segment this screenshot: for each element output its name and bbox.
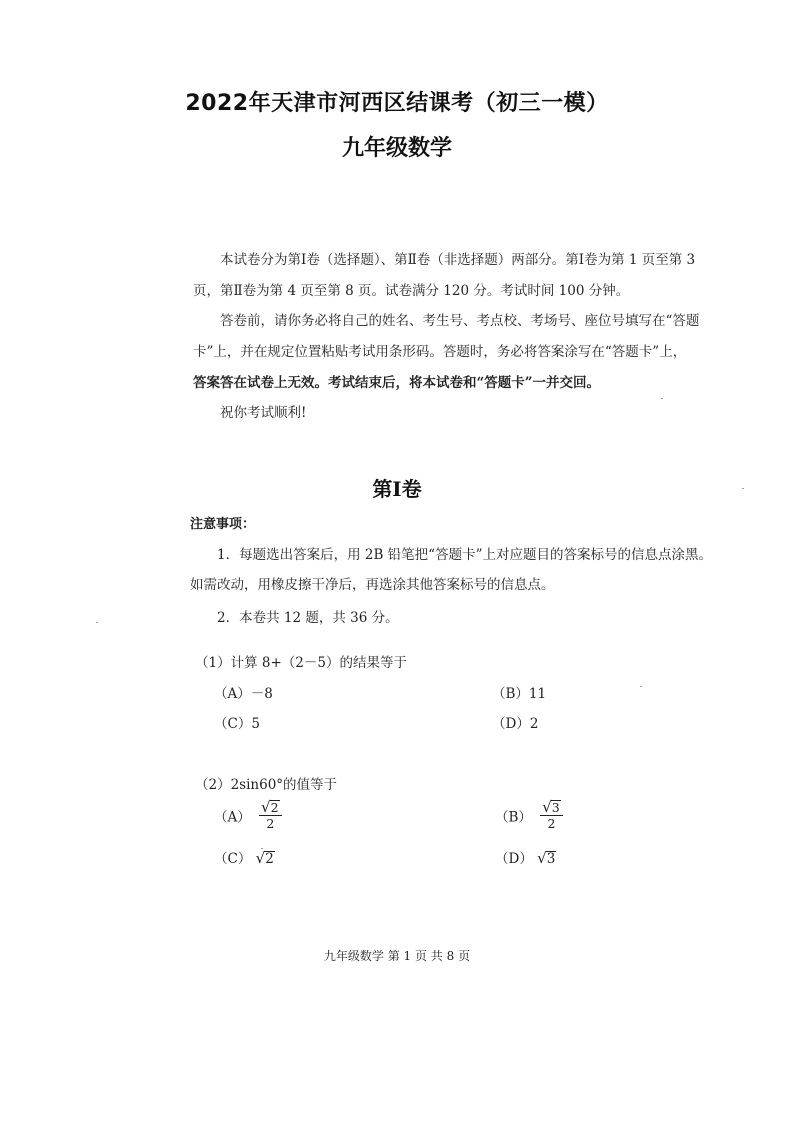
option-label: （B） [495,809,532,826]
scan-speck [661,398,663,399]
option-text: －8 [250,686,273,702]
radical-sign: √ [261,798,271,816]
square-root [256,851,275,866]
question-1-stem: （1）计算 8+（2－5）的结果等于 [195,655,407,671]
good-luck-line [193,398,713,429]
page-footer: 九年级数学 第 1 页 共 8 页 [323,949,471,963]
question-2-option-c [214,847,275,867]
notice-item-1 [190,540,723,600]
notice-item-2 [193,603,723,633]
radical-sign: √ [255,849,266,867]
fraction [540,800,563,831]
option-label: （A） [214,686,251,702]
question-2-stem: （2）2sin60°的值等于 [195,777,338,793]
denominator: 2 [266,816,275,831]
square-root [537,851,556,866]
radicand: 3 [546,851,556,867]
option-label: （A） [214,809,251,826]
instructions-line: 本试卷分为第Ⅰ卷（选择题）、第Ⅱ卷（非选择题）两部分。第Ⅰ卷为第 1 页至第 3 [220,252,696,268]
option-label: （C） [214,716,252,732]
scan-speck [96,622,98,623]
instructions-line: 卡”上，并在规定位置粘贴考试用条形码。答题时，务必将答案涂写在“答题卡”上， [193,344,687,360]
question-2-option-b [495,800,563,831]
question-2-option-d [495,847,556,867]
square-root [542,800,561,815]
radical-sign: √ [542,798,552,816]
fraction [259,800,282,831]
notice-line: 2．本卷共 12 题，共 36 分。 [217,610,399,626]
scan-speck [640,686,642,687]
notice-line: 1．每题选出答案后，用 2B 铅笔把“答题卡”上对应题目的答案标号的信息点涂黑。 [217,547,712,563]
option-text: 11 [528,686,547,702]
instructions-line: 页，第Ⅱ卷为第 4 页至第 8 页。试卷满分 120 分。考试时间 100 分钟。 [193,283,630,299]
radicand: 2 [270,800,279,815]
instructions-line: 答卷前，请你务必将自己的姓名、考生号、考点校、考场号、座位号填写在“答题 [220,313,700,329]
denominator: 2 [547,816,556,831]
question-1-option-b [492,682,546,702]
option-text: 5 [251,716,260,732]
option-label: （B） [492,686,529,702]
question-2-option-a [214,800,282,831]
option-text: 2 [529,716,539,732]
notice-line: 如需改动，用橡皮擦干净后，再选涂其他答案标号的信息点。 [190,577,555,593]
option-label: （D） [495,851,533,867]
exam-subtitle: 九年级数学 [341,136,452,161]
volume-title: 第Ⅰ卷 [372,477,422,501]
question-1-option-d [492,712,538,732]
question-1-option-c [214,712,260,732]
instructions-paragraph-2 [193,306,713,399]
good-luck-text: 祝你考试顺利! [220,405,307,421]
notice-heading: 注意事项： [190,517,256,532]
scan-speck [742,488,744,489]
exam-title: 2022年天津市河西区结课考（初三一模） [185,91,609,116]
instructions-line: 答案答在试卷上无效。考试结束后，将本试卷和“答题卡”一并交回。 [193,375,601,391]
scan-speck [261,848,263,849]
radicand: 3 [551,800,560,815]
instructions-paragraph-1 [193,245,713,307]
radical-sign: √ [537,849,547,867]
option-label: （D） [492,716,530,732]
square-root [261,800,280,815]
radicand: 2 [265,851,274,867]
option-label: （C） [214,851,252,867]
question-1-option-a [214,682,273,702]
